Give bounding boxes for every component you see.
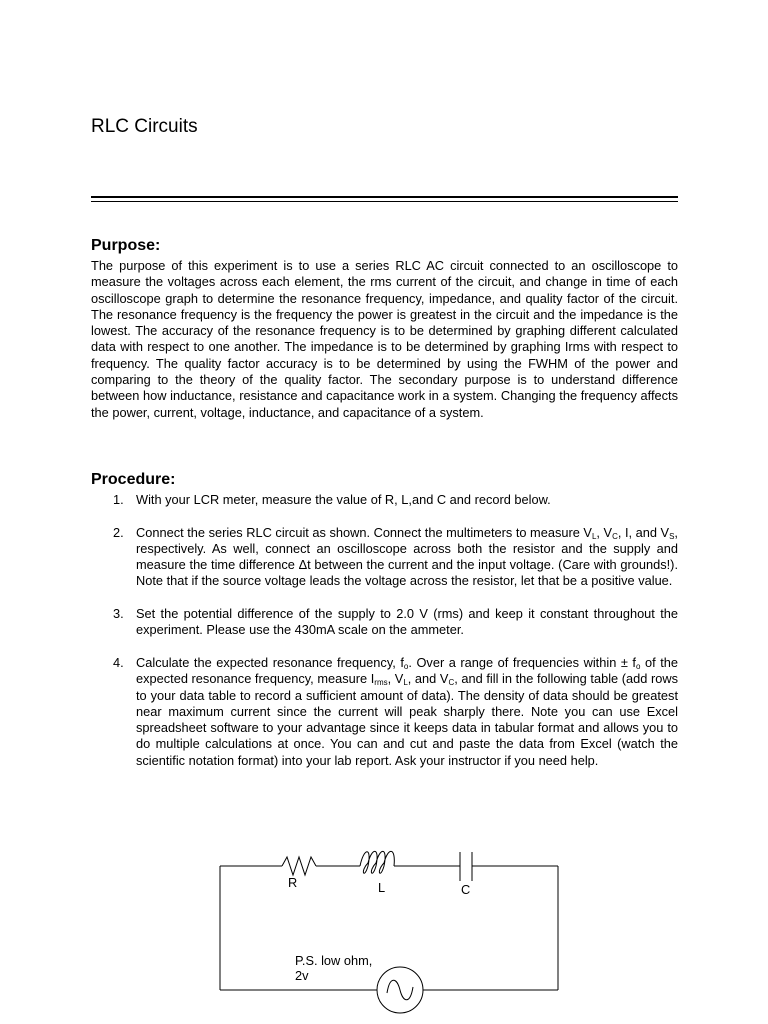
step-text <box>136 655 678 768</box>
procedure-step-3 <box>91 606 678 639</box>
step-text-part: , and V <box>407 671 449 687</box>
resistor-label: R <box>288 875 298 890</box>
step-number: 4. <box>113 654 124 670</box>
procedure-heading: Procedure: <box>91 471 176 488</box>
step-number: 3. <box>113 606 124 622</box>
purpose-heading: Purpose: <box>91 237 161 254</box>
procedure-step-4 <box>91 655 678 769</box>
procedure-steps <box>91 492 678 785</box>
title-rule-thick <box>91 196 678 198</box>
sine-wave-icon <box>387 980 413 1000</box>
step-text: Set the potential difference of the supply to 2.0 V (rms) and keep it constant throughout the experiment. Please use the 430mA scale on the ammeter. <box>136 606 678 638</box>
subscript: o <box>403 661 409 671</box>
step-number: 2. <box>113 524 124 540</box>
resistor-icon <box>282 857 316 875</box>
source-label-line2: 2v <box>295 968 309 983</box>
procedure-step-1 <box>91 492 678 508</box>
step-text-part: , and fill in the following table (add rows to your data table to record a sufficient amount of data). The density of data should be greatest near maximum current since the current will peak sharply there. Note you can use Excel spreadsheet software to your advantage since it keeps data in tabular format and allows you to do multiple calculations at once. You can and cut and paste the data from Excel (watch the scientific notation format) into your lab report. Ask your instructor if you need help. <box>136 671 678 768</box>
purpose-paragraph: The purpose of this experiment is to use a series RLC AC circuit connected to an oscilloscope to measure the voltages across each element, the rms current of the circuit, and change in time of each oscilloscope graph to determine the resonance frequency, impedance, and quality factor of the circuit. The resonance frequency is the frequency the power is greatest in the circuit and the impedance is the lowest. The accuracy of the resonance frequency is to be determined by graphing different calculated data with respect to one another. The impedance is to be determined by graphing Irms with respect to frequency. The quality factor accuracy is to be determined by using the FWHM of the power and comparing to the theory of the quality factor. The secondary purpose is to understand difference between how inductance, resistance and capacitance work in a system. Changing the frequency affects the power, current, voltage, inductance, and capacitance of a system. <box>91 258 678 420</box>
rlc-circuit-diagram <box>200 835 580 1020</box>
title-rule-thin <box>91 201 678 202</box>
inductor-icon <box>360 851 394 873</box>
step-text-part: , I, and V <box>617 524 670 540</box>
subscript: rms <box>374 678 388 688</box>
subscript: C <box>448 678 455 688</box>
capacitor-label: C <box>461 882 471 897</box>
step-text-part: . Over a range of frequencies within ± f <box>408 654 636 670</box>
inductor-label: L <box>378 880 386 895</box>
step-text: With your LCR meter, measure the value of R, L,and C and record below. <box>136 492 551 507</box>
subscript: S <box>669 531 675 541</box>
procedure-step-2 <box>91 525 678 590</box>
source-label-line1: P.S. low ohm, <box>295 953 373 968</box>
step-text-part: , V <box>596 524 613 540</box>
document-title: RLC Circuits <box>91 116 198 137</box>
step-number: 1. <box>113 492 124 507</box>
step-text <box>136 525 678 589</box>
subscript: L <box>403 678 408 688</box>
subscript: L <box>591 531 597 541</box>
subscript: o <box>636 661 641 671</box>
capacitor-icon <box>460 852 472 881</box>
subscript: C <box>612 531 618 541</box>
step-text-part: , respectively. As well, connect an oscilloscope across both the resistor and the supply and measure the time difference Δt between the current and the input voltage. (Care with grounds!). Note that if the source voltage leads the voltage across the resistor, let that be a positive value. <box>136 524 678 589</box>
step-text-part: Calculate the expected resonance frequency, f <box>136 654 404 670</box>
step-text-part: Connect the series RLC circuit as shown. Connect the multimeters to measure V <box>136 524 592 540</box>
step-text-part: , V <box>387 671 404 687</box>
step-text-part: of the expected resonance frequency, measure I <box>136 654 679 687</box>
